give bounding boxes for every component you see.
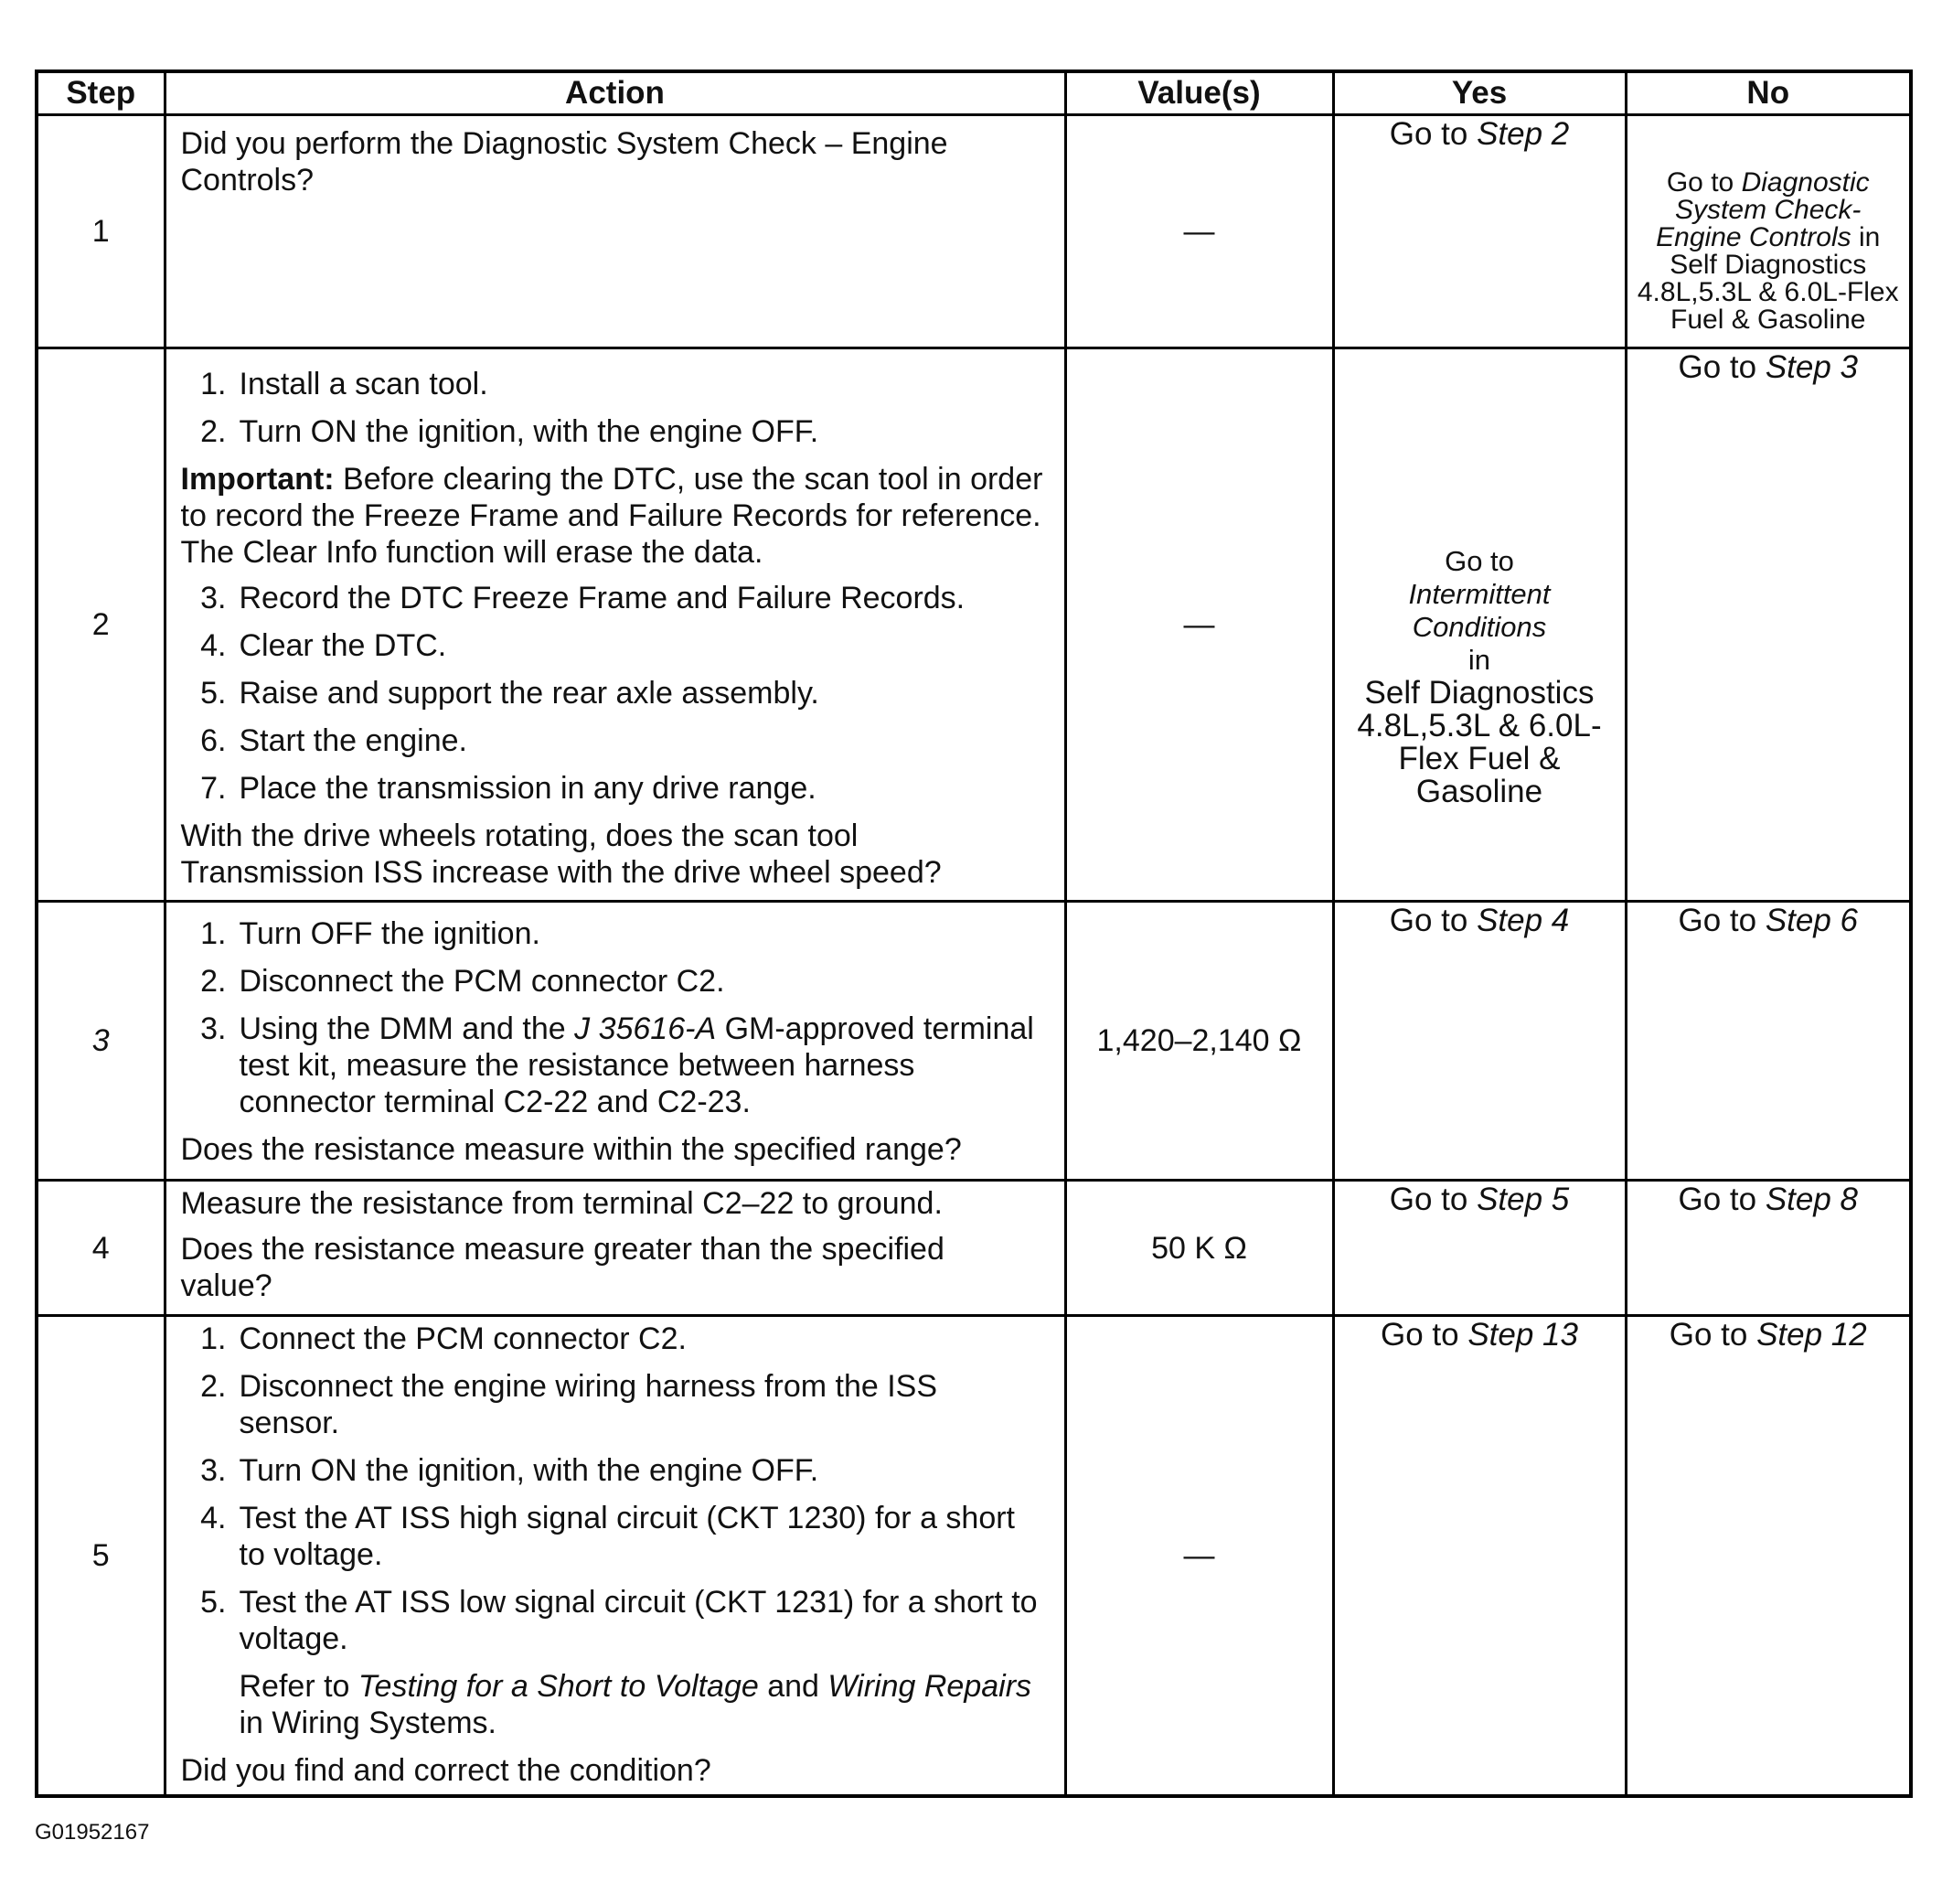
action-question: Does the resistance measure greater than the specified value? [180,1232,944,1303]
diagnostic-table [35,70,1913,1798]
goto-target: Step 13 [1467,1317,1578,1353]
refer-note: Refer to Testing for a Short to Voltage and Wiring Repairs in Wiring Systems. [239,1669,1032,1740]
table-row [37,1181,1911,1316]
action-cell [165,348,1065,902]
action-question: Did you find and correct the condition? [180,1753,711,1788]
no-cell [1626,1181,1911,1316]
refer-link-wiring-repairs[interactable]: Wiring Repairs [827,1669,1032,1704]
yes-cell [1333,1316,1626,1797]
figure-id: G01952167 [35,1820,150,1845]
action-question: Did you perform the Diagnostic System Check – Engine Controls? [180,126,948,198]
goto-prefix: Go to [1669,1317,1757,1353]
action-cell [165,1316,1065,1797]
tool-name: J 35616-A [574,1011,717,1046]
table-row [37,348,1911,902]
important-note [181,461,1044,571]
important-label: Important: [180,462,335,497]
goto-prefix: Go to [1381,1317,1468,1353]
action-cell [165,1181,1065,1316]
ref-italic: Intermittent Conditions [1408,578,1551,643]
value-cell: — [1065,1316,1333,1797]
yes-goto-link[interactable] [1390,903,1570,939]
yes-reference-link[interactable] [1342,545,1617,808]
action-question: Does the resistance measure within the specified range? [180,1132,962,1167]
goto-prefix: Go to [1678,349,1766,385]
header-step: Step [37,71,165,115]
header-no: No [1626,71,1911,115]
goto-prefix: Go to [1389,1182,1478,1217]
goto-target: Step 12 [1756,1317,1867,1353]
goto-target: Step 2 [1477,116,1570,152]
no-cell [1626,902,1911,1181]
no-cell [1626,348,1911,902]
ref-suffix: Self Diagnostics 4.8L,5.3L & 6.0L-Flex Fuel & Gasoline [1357,675,1602,809]
list-item: 1. Turn OFF the ignition. [200,916,540,951]
no-cell [1626,115,1911,348]
ref-suffix: in Self Diagnostics 4.8L,5.3L & 6.0L-Flex Fuel & Gasoline [1637,222,1899,335]
refer-link-short-to-voltage[interactable]: Testing for a Short to Voltage [357,1669,759,1704]
table-row [37,1316,1911,1797]
list-item: 5. Raise and support the rear axle assembly. [200,676,819,711]
action-question: With the drive wheels rotating, does the scan tool Transmission ISS increase with the drive wheel speed? [180,818,942,890]
important-text: Before clearing the DTC, use the scan tool in order to record the Freeze Frame and Failure Records for reference. The Clear Info function will erase the data. [180,462,1043,570]
ref-italic: Diagnostic System Check-Engine Controls [1656,167,1870,252]
goto-prefix: Go to [1678,1182,1766,1217]
yes-cell [1333,115,1626,348]
ref-mid: in [1467,644,1491,676]
value-cell: 50 K Ω [1065,1181,1333,1316]
list-item: 7. Place the transmission in any drive range. [200,771,816,806]
goto-target: Step 6 [1765,903,1859,938]
yes-cell [1333,902,1626,1181]
value-cell: — [1065,115,1333,348]
list-item: 2. Turn ON the ignition, with the engine OFF. [200,414,819,449]
header-yes: Yes [1333,71,1626,115]
header-values: Value(s) [1065,71,1333,115]
goto-target: Step 8 [1765,1182,1859,1217]
yes-cell [1333,1181,1626,1316]
list-item: 6. Start the engine. [200,723,468,758]
list-item: 1. Install a scan tool. [200,367,488,401]
value-cell: 1,420–2,140 Ω [1065,902,1333,1181]
no-goto-link[interactable] [1678,903,1858,939]
yes-cell [1333,348,1626,902]
yes-goto-link[interactable] [1381,1317,1578,1353]
list-item: 3. Record the DTC Freeze Frame and Failure Records. [200,581,966,615]
goto-prefix: Go to [1389,903,1478,938]
list-item: 3. Using the DMM and the J 35616-A GM-approved terminal test kit, measure the resistance between harness connector terminal C2-22 and C2-23. [200,1011,1034,1119]
list-item: 5. Test the AT ISS low signal circuit (CKT 1231) for a short to voltage. [200,1585,1038,1656]
list-item: 2. Disconnect the engine wiring harness from the ISS sensor. [200,1369,938,1440]
no-goto-link[interactable] [1678,349,1858,386]
list-item: 1. Connect the PCM connector C2. [200,1321,687,1356]
yes-goto-link[interactable] [1390,116,1570,153]
step-number: 5 [37,1316,165,1797]
action-cell [165,115,1065,348]
step-number: 4 [37,1181,165,1316]
step-number: 3 [37,902,165,1181]
no-reference-link[interactable] [1633,142,1905,334]
no-goto-link[interactable] [1670,1317,1867,1353]
goto-target: Step 3 [1765,349,1859,385]
no-goto-link[interactable] [1678,1182,1858,1218]
ref-prefix: Go to [1445,545,1514,577]
yes-goto-link[interactable] [1390,1182,1570,1218]
ref-prefix: Go to [1666,167,1742,198]
action-instruction: Measure the resistance from terminal C2–22 to ground. [180,1186,943,1221]
header-action: Action [165,71,1065,115]
list-item: 4. Test the AT ISS high signal circuit (CKT 1230) for a short to voltage. [200,1501,1016,1572]
list-item: 2. Disconnect the PCM connector C2. [200,964,725,999]
list-item: 3. Turn ON the ignition, with the engine OFF. [200,1453,819,1488]
goto-target: Step 5 [1477,1182,1570,1217]
action-cell [165,902,1065,1181]
value-cell: — [1065,348,1333,902]
goto-prefix: Go to [1389,116,1478,152]
header-row [37,71,1911,115]
table-row [37,115,1911,348]
step-number: 1 [37,115,165,348]
no-cell [1626,1316,1911,1797]
goto-prefix: Go to [1678,903,1766,938]
step-number: 2 [37,348,165,902]
goto-target: Step 4 [1477,903,1570,938]
list-item: 4. Clear the DTC. [200,628,447,663]
table-row [37,902,1911,1181]
